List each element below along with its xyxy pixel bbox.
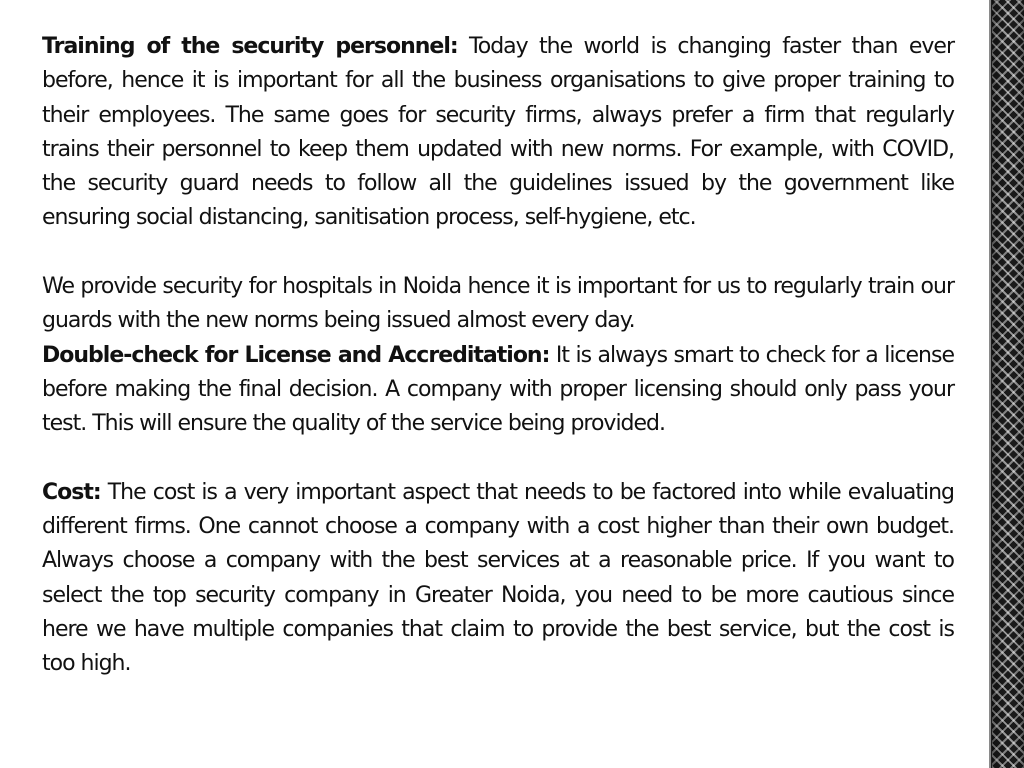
heading-license: Double-check for License and Accreditation:	[42, 342, 550, 368]
heading-cost: Cost:	[42, 479, 101, 505]
border-accent-line	[989, 0, 991, 768]
heading-training: Training of the security personnel:	[42, 34, 458, 59]
paragraph-training	[42, 30, 954, 236]
paragraph-cost	[42, 476, 954, 682]
border-shading	[992, 0, 1024, 768]
body-cost: The cost is a very important aspect that needs to be factored into while evaluating different firms. One cannot choose a company with a cost higher than their own budget. Always choose a company with the best services at a reasonable price. If you want to select the top security company in Greater Noida, you need to be more cautious since here we have multiple companies that claim to provide the best service, but the cost is too high.	[42, 479, 954, 677]
paragraph-hospitals	[42, 270, 954, 339]
slide-body-text	[42, 30, 954, 682]
body-hospitals: We provide security for hospitals in Noida hence it is important for us to regularly train our guards with the new norms being issued almost every day.	[42, 274, 954, 334]
body-training: Today the world is changing faster than ever before, hence it is important for all the business organisations to give proper training to their employees. The same goes for security firms, always prefer a firm that regularly trains their personnel to keep them updated with new norms. For example, with COVID, the security guard needs to follow all the guidelines issued by the government like ensuring social distancing, sanitisation process, self-hygiene, etc.	[42, 34, 954, 231]
paragraph-license	[42, 339, 954, 442]
body-license: It is always smart to check for a license before making the final decision. A company with proper licensing should only pass your test. This will ensure the quality of the service being provided.	[42, 342, 954, 437]
